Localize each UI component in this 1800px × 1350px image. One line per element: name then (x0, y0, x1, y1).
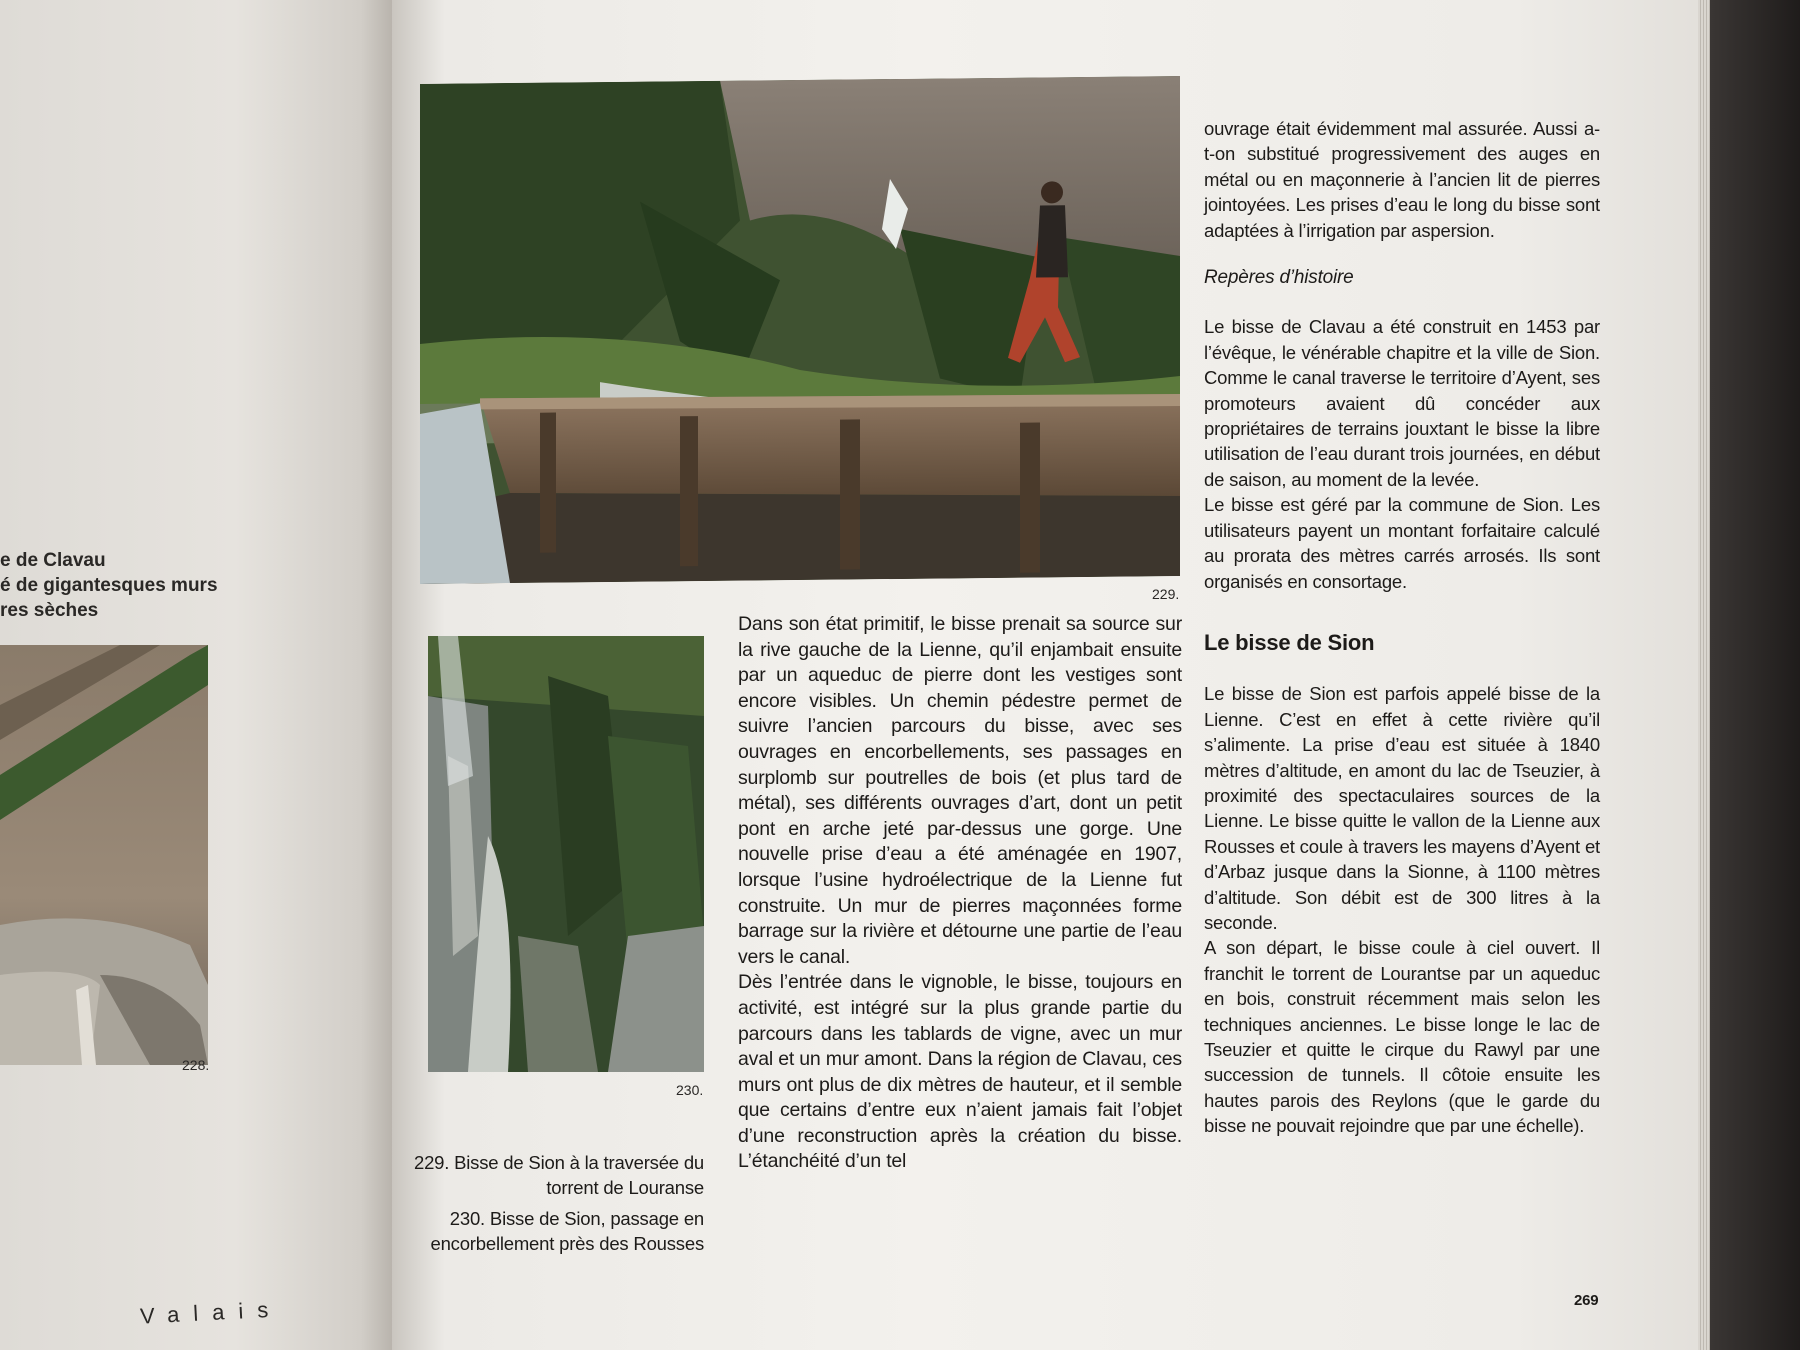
caption-230 (408, 1206, 704, 1256)
right-paragraph-top: ouvrage était évidemment mal assurée. Aussi a-t-on substitué progressivement des auges en métal ou en maçonnerie à l’ancien lit de pierres jointoyées. Les prises d’eau le long du bisse sont adaptées à l’irrigation par aspersion. (1204, 118, 1600, 241)
page-edge (1698, 0, 1710, 1350)
caption-229 (410, 1150, 704, 1200)
section-heading: Le bisse de Sion (1204, 629, 1375, 655)
photo-228 (0, 645, 208, 1065)
caption-229-text: 229. Bisse de Sion à la traversée du torrent de Louranse (413, 1152, 704, 1198)
section-subheading: Repères d’histoire (1204, 267, 1354, 289)
photo-229 (420, 76, 1180, 584)
sion-paragraph-2: A son départ, le bisse coule à ciel ouvert. Il franchit le torrent de Lourantse par un aqueduc en bois, construit récemment mais selon les techniques anciennes. Le bisse longe le lac de Tseuzier et quitte le cirque du Rawyl par une succession de tunnels. Il côtoie ensuite les hautes parois des Reylons (que le garde du bisse ne pouvait rejoindre que par une échelle). (1204, 937, 1600, 1137)
left-caption-line-1: e de Clavau (0, 550, 106, 571)
history-paragraph-2: Le bisse est géré par la commune de Sion. Les utilisateurs payent un montant forfaitaire calculé au prorata des mètres carrés arrosés. Ils sont organisés en consortage. (1204, 494, 1600, 592)
sion-paragraph-1: Le bisse de Sion est parfois appelé bisse de la Lienne. C’est en effet à cette rivière qu’il s’alimente. La prise d’eau est située à 1840 mètres d’altitude, en amont du lac de Tseuzier, à proximité des spectaculaires sources de la Lienne. Le bisse quitte le vallon de la Lienne aux Rousses et coule à travers les mayens d’Ayent et d’Arbaz jusque dans la Sionne, à 1100 mètres d’altitude. Son débit est de 300 litres à la seconde. (1204, 683, 1600, 933)
background-right (1710, 0, 1800, 1350)
right-column (1204, 116, 1600, 1139)
photo-230 (428, 636, 704, 1072)
center-column (738, 612, 1182, 1175)
left-caption (0, 548, 260, 623)
left-caption-line-3: res sèches (0, 600, 99, 621)
left-page (0, 0, 392, 1350)
photo-229-number: 229. (1152, 586, 1180, 602)
caption-230-text: 230. Bisse de Sion, passage en encorbellement près des Rousses (430, 1208, 704, 1254)
photo-228-number: 228. (182, 1057, 210, 1073)
center-paragraph-1: Dans son état primitif, le bisse prenait sa source sur la rive gauche de la Lienne, qu’il enjambait ensuite par un aqueduc de pierre dont les vestiges sont encore visibles. Un chemin pédestre permet de suivre l’ancien parcours du bisse, avec ses ouvrages en encorbellements, ses passages en surplomb sur poutrelles de bois (et plus tard de métal), ses différents ouvrages d’art, dont un petit pont en arche jeté par-dessus une gorge. Une nouvelle prise d’eau a été aménagée en 1907, lorsque l’usine hydroélectrique de la Lienne fut construite. Un mur de pierres maçonnées forme barrage sur la rivière et détourne une partie de l’eau vers le canal. (738, 613, 1182, 968)
page-number: 269 (1574, 1292, 1599, 1309)
photo-230-number: 230. (676, 1082, 704, 1098)
left-caption-line-2: é de gigantesques murs (0, 575, 218, 596)
history-paragraph-1: Le bisse de Clavau a été construit en 1453 par l’évêque, le vénérable chapitre et la ville de Sion. Comme le canal traverse le territoire d’Ayent, ses promoteurs avaient dû concéder aux propriétaires de terrains jouxtant le bisse la libre utilisation de l’eau durant trois journées, en début de saison, au moment de la levée. (1204, 316, 1600, 490)
running-footer: Valais (139, 1296, 283, 1329)
center-paragraph-2: Dès l’entrée dans le vignoble, le bisse, toujours en activité, est intégré sur la plus grande partie du parcours dans les tablards de vigne, avec un mur aval et un mur amont. Dans la région de Clavau, ces murs ont plus de dix mètres de hauteur, et il semble que certains d’entre eux n’aient jamais fait l’objet d’une reconstruction après la création du bisse. L’étanchéité d’un tel (738, 971, 1182, 1173)
